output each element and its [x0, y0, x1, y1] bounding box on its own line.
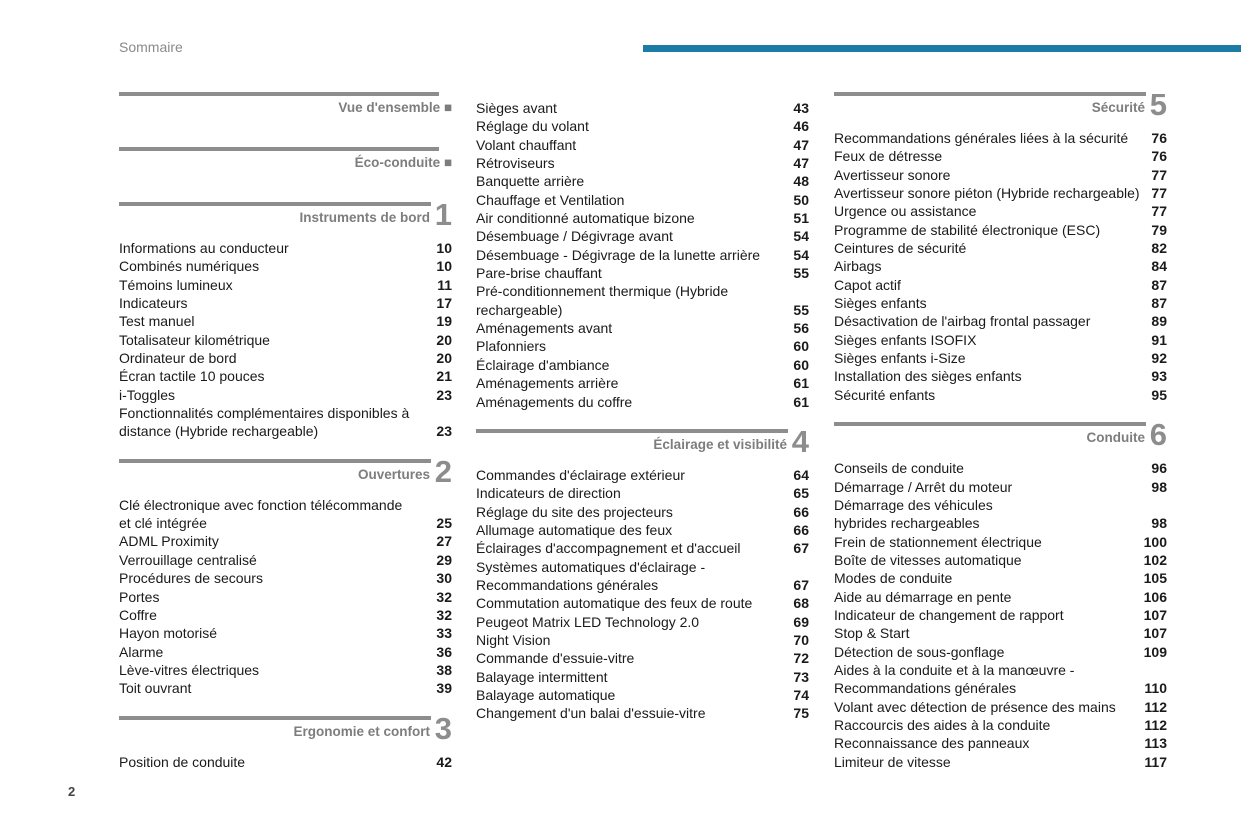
toc-entry-page: 102 — [1143, 551, 1167, 568]
toc-entry[interactable] — [834, 276, 1167, 294]
toc-entry-page: 38 — [436, 661, 452, 678]
toc-entry-page: 20 — [436, 331, 452, 348]
toc-entry-label: Portes — [119, 588, 160, 605]
toc-entry-label: Banquette arrière — [476, 173, 585, 190]
toc-entry[interactable] — [119, 312, 452, 330]
toc-entry-page: 112 — [1144, 716, 1167, 733]
toc-entry-page: 54 — [793, 228, 809, 245]
toc-entry[interactable] — [119, 532, 452, 550]
toc-entry[interactable] — [834, 661, 1167, 679]
toc-entry-page: 20 — [436, 350, 452, 367]
toc-entry-label: hybrides rechargeables — [834, 515, 980, 532]
toc-entry-page: 72 — [793, 650, 809, 667]
toc-entry-label: Ordinateur de bord — [119, 350, 237, 367]
toc-entry-label: Programme de stabilité électronique (ESC) — [834, 221, 1101, 238]
toc-entry[interactable] — [119, 422, 452, 440]
toc-entry-label: Clé électronique avec fonction télécommande — [119, 496, 403, 513]
toc-entry[interactable] — [834, 734, 1167, 752]
toc-entry[interactable] — [834, 257, 1167, 275]
toc-entry-label: Aménagements du coffre — [476, 393, 633, 410]
toc-entry-page: 42 — [436, 753, 452, 770]
section-title: Éco-conduite ■ — [354, 155, 452, 170]
toc-entry-page: 69 — [793, 613, 809, 630]
toc-entry-page: 96 — [1151, 460, 1167, 477]
toc-entry[interactable] — [476, 264, 809, 282]
toc-entry-label: Raccourcis des aides à la conduite — [834, 716, 1051, 733]
toc-entry[interactable] — [834, 533, 1167, 551]
toc-entry[interactable] — [834, 129, 1167, 147]
toc-entry-page: 47 — [793, 136, 809, 153]
toc-entry-label: Volant avec détection de présence des mains — [834, 698, 1116, 715]
toc-entry-page: 47 — [793, 155, 809, 172]
toc-entry-label: Limiteur de vitesse — [834, 753, 951, 770]
toc-entry-page: 75 — [793, 705, 809, 722]
section-title: Conduite — [1086, 430, 1145, 446]
toc-entry-page: 50 — [793, 191, 809, 208]
section-rule — [834, 422, 1146, 426]
toc-entry[interactable] — [119, 514, 452, 532]
toc-entry[interactable] — [834, 459, 1167, 477]
toc-entry-label: Changement d'un balai d'essuie-vitre — [476, 705, 706, 722]
toc-entry[interactable] — [834, 624, 1167, 642]
section-number: 3 — [434, 710, 452, 746]
toc-entry-page: 106 — [1143, 588, 1167, 605]
section-number: 4 — [791, 423, 809, 459]
toc-entry-label: Démarrage des véhicules — [834, 496, 993, 513]
section-title: Vue d'ensemble ■ — [338, 100, 452, 115]
toc-entry-page: 74 — [793, 686, 809, 703]
toc-entry[interactable] — [476, 631, 809, 649]
toc-entry[interactable] — [834, 698, 1167, 716]
toc-entry[interactable] — [119, 496, 452, 514]
section-header — [834, 417, 1167, 459]
toc-entry-label: Urgence ou assistance — [834, 203, 977, 220]
toc-entry-label: Recommandations générales — [476, 576, 659, 593]
toc-entry[interactable] — [476, 246, 809, 264]
toc-entry-label: Réglage du volant — [476, 118, 589, 135]
toc-entry-label: Air conditionné automatique bizone — [476, 210, 695, 227]
toc-entry-label: Fonctionnalités complémentaires disponibles à — [119, 405, 410, 422]
toc-entry[interactable] — [476, 99, 809, 117]
toc-entry-label: Sièges enfants i-Size — [834, 350, 966, 367]
toc-entry[interactable] — [834, 367, 1167, 385]
toc-entry-label: Indicateur de changement de rapport — [834, 606, 1064, 623]
toc-entry-page: 84 — [1151, 258, 1167, 275]
section-rule — [476, 429, 788, 433]
toc-entry-label: Verrouillage centralisé — [119, 551, 257, 568]
section-rule — [119, 147, 439, 151]
toc-entry-label: Indicateurs — [119, 295, 188, 312]
toc-entry-label: Capot actif — [834, 276, 901, 293]
toc-entry-label: Peugeot Matrix LED Technology 2.0 — [476, 613, 700, 630]
toc-entry-page: 67 — [793, 576, 809, 593]
section-gap — [834, 404, 1167, 422]
toc-entry-label: Sécurité enfants — [834, 386, 936, 403]
toc-entry[interactable] — [834, 753, 1167, 771]
toc-entry-label: Réglage du site des projecteurs — [476, 503, 673, 520]
header-accent-bar — [643, 45, 1241, 52]
toc-entry-page: 54 — [793, 246, 809, 263]
toc-entry-label: Détection de sous-gonflage — [834, 643, 1005, 660]
toc-entry[interactable] — [476, 594, 809, 612]
toc-entry[interactable] — [476, 172, 809, 190]
toc-entry-label: Ceintures de sécurité — [834, 240, 967, 257]
toc-entry-label: Lève-vitres électriques — [119, 661, 260, 678]
toc-entry[interactable] — [476, 356, 809, 374]
toc-entry[interactable] — [476, 576, 809, 594]
toc-entry[interactable] — [834, 679, 1167, 697]
toc-entry-label: Commutation automatique des feux de route — [476, 595, 753, 612]
toc-entry[interactable] — [476, 374, 809, 392]
section-gap — [119, 129, 452, 147]
section-title: Éclairage et visibilité — [653, 436, 787, 452]
toc-entry-label: Recommandations générales liées à la sécurité — [834, 130, 1129, 146]
toc-entry[interactable] — [119, 257, 452, 275]
section-header — [119, 710, 452, 753]
toc-entry[interactable] — [834, 716, 1167, 734]
toc-entry-label: Avertisseur sonore — [834, 166, 951, 183]
section-header — [119, 453, 452, 496]
toc-entry-page: 43 — [793, 100, 809, 116]
toc-entry[interactable] — [476, 466, 809, 484]
toc-entry-page: 10 — [436, 240, 452, 256]
toc-entry-page: 17 — [436, 295, 452, 312]
toc-column-2 — [476, 99, 809, 723]
toc-entry[interactable] — [834, 349, 1167, 367]
toc-entry-label: Totalisateur kilométrique — [119, 331, 270, 348]
toc-entry-page: 76 — [1151, 148, 1167, 165]
toc-entry[interactable] — [476, 227, 809, 245]
section-rule — [834, 92, 1146, 96]
toc-entry-label: Désembuage / Dégivrage avant — [476, 228, 673, 245]
toc-entry-label: rechargeable) — [476, 301, 563, 318]
toc-entry-label: Night Vision — [476, 631, 551, 648]
section-title: Instruments de bord — [299, 210, 430, 225]
toc-entry[interactable] — [476, 503, 809, 521]
toc-entry[interactable] — [119, 606, 452, 624]
toc-column-1 — [119, 92, 452, 771]
toc-entry-label: Témoins lumineux — [119, 276, 233, 293]
section-title: Sécurité — [1091, 100, 1145, 115]
toc-entry-label: Balayage intermittent — [476, 668, 608, 685]
toc-entry[interactable] — [476, 154, 809, 172]
toc-entry-page: 100 — [1143, 533, 1167, 550]
toc-entry[interactable] — [834, 643, 1167, 661]
toc-entry[interactable] — [476, 191, 809, 209]
toc-entry-page: 66 — [793, 503, 809, 520]
toc-entry-label: Désembuage - Dégivrage de la lunette arrière — [476, 246, 761, 263]
toc-entry-page: 64 — [793, 466, 809, 483]
toc-entry-label: Recommandations générales — [834, 680, 1017, 697]
toc-entry-label: Stop & Start — [834, 625, 910, 642]
page-number: 2 — [68, 784, 76, 799]
toc-entry-page: 23 — [436, 386, 452, 403]
toc-entry[interactable] — [834, 294, 1167, 312]
toc-entry-label: Chauffage et Ventilation — [476, 191, 625, 208]
toc-entry-page: 60 — [793, 356, 809, 373]
toc-entry-label: Éclairage d'ambiance — [476, 356, 610, 373]
toc-entry-label: Sièges enfants ISOFIX — [834, 331, 977, 348]
section-gap — [119, 184, 452, 202]
toc-entry-page: 68 — [793, 595, 809, 612]
toc-entry-page: 29 — [436, 551, 452, 568]
toc-entry[interactable] — [834, 312, 1167, 330]
toc-entry-page: 89 — [1151, 313, 1167, 330]
toc-entry-label: Commandes d'éclairage extérieur — [476, 466, 685, 483]
toc-entry[interactable] — [119, 661, 452, 679]
toc-entry[interactable] — [119, 404, 452, 422]
toc-entry[interactable] — [476, 393, 809, 411]
toc-entry-page: 110 — [1144, 680, 1167, 697]
toc-entry[interactable] — [119, 679, 452, 697]
toc-entry-label: Procédures de secours — [119, 570, 263, 587]
toc-entry[interactable] — [834, 569, 1167, 587]
toc-entry-page: 36 — [436, 643, 452, 660]
toc-entry[interactable] — [834, 221, 1167, 239]
toc-entry-label: Alarme — [119, 643, 164, 660]
toc-entry[interactable] — [476, 521, 809, 539]
toc-entry[interactable] — [834, 239, 1167, 257]
toc-entry[interactable] — [476, 558, 809, 576]
toc-entry[interactable] — [476, 613, 809, 631]
toc-entry-label: Reconnaissance des panneaux — [834, 735, 1030, 752]
toc-entry-label: Frein de stationnement électrique — [834, 533, 1042, 550]
toc-entry-page: 98 — [1151, 478, 1167, 495]
toc-entry-label: distance (Hybride rechargeable) — [119, 423, 319, 440]
toc-entry-label: Aménagements arrière — [476, 375, 619, 392]
toc-entry[interactable] — [119, 753, 452, 771]
toc-entry-label: Toit ouvrant — [119, 680, 192, 697]
toc-entry[interactable] — [834, 147, 1167, 165]
toc-entry[interactable] — [476, 117, 809, 135]
toc-entry-page: 107 — [1143, 606, 1167, 623]
toc-entry[interactable] — [119, 331, 452, 349]
toc-entry-page: 39 — [436, 680, 452, 697]
toc-entry-label: Écran tactile 10 pouces — [119, 368, 265, 385]
toc-entry[interactable] — [476, 282, 809, 300]
toc-entry-page: 87 — [1151, 276, 1167, 293]
toc-entry-page: 61 — [793, 375, 809, 392]
toc-entry-page: 30 — [436, 570, 452, 587]
toc-entry[interactable] — [119, 386, 452, 404]
section-gap — [476, 411, 809, 429]
toc-entry[interactable] — [119, 276, 452, 294]
toc-entry-page: 117 — [1144, 753, 1167, 770]
toc-entry-page: 56 — [793, 320, 809, 337]
section-rule — [119, 716, 431, 720]
toc-entry-page: 46 — [793, 118, 809, 135]
toc-entry-label: et clé intégrée — [119, 515, 207, 532]
toc-entry-label: Démarrage / Arrêt du moteur — [834, 478, 1013, 495]
section-gap — [119, 441, 452, 459]
toc-entry-page: 60 — [793, 338, 809, 355]
toc-entry-label: Rétroviseurs — [476, 155, 555, 172]
toc-entry[interactable] — [834, 514, 1167, 532]
toc-entry-page: 77 — [1151, 166, 1167, 183]
toc-entry-label: Aménagements avant — [476, 320, 613, 337]
toc-entry-label: Désactivation de l'airbag frontal passager — [834, 313, 1091, 330]
toc-entry-page: 33 — [436, 625, 452, 642]
toc-entry-page: 79 — [1151, 221, 1167, 238]
toc-entry-page: 92 — [1151, 350, 1167, 367]
toc-entry[interactable] — [119, 624, 452, 642]
section-number: 5 — [1149, 87, 1167, 122]
toc-entry-label: Boîte de vitesses automatique — [834, 551, 1022, 568]
toc-entry-page: 107 — [1143, 625, 1167, 642]
toc-entry-label: Volant chauffant — [476, 136, 577, 153]
toc-entry-label: i-Toggles — [119, 386, 176, 403]
toc-column-3 — [834, 87, 1167, 771]
toc-entry[interactable] — [834, 184, 1167, 202]
toc-entry-page: 66 — [793, 521, 809, 538]
toc-entry-label: Éclairages d'accompagnement et d'accueil — [476, 540, 741, 557]
toc-entry[interactable] — [834, 478, 1167, 496]
toc-entry[interactable] — [834, 386, 1167, 404]
section-number: 6 — [1149, 417, 1167, 453]
toc-entry[interactable] — [834, 202, 1167, 220]
toc-entry-label: Sièges avant — [476, 100, 557, 116]
toc-entry[interactable] — [119, 551, 452, 569]
toc-entry-page: 67 — [793, 540, 809, 557]
toc-entry-label: Informations au conducteur — [119, 240, 289, 256]
toc-entry[interactable] — [119, 367, 452, 385]
section-rule — [119, 202, 431, 206]
toc-entry-label: Commande d'essuie-vitre — [476, 650, 635, 667]
section-rule — [119, 459, 431, 463]
toc-entry-page: 48 — [793, 173, 809, 190]
toc-entry-page: 77 — [1151, 203, 1167, 220]
toc-entry-page: 76 — [1151, 130, 1167, 146]
toc-entry-label: Combinés numériques — [119, 258, 260, 275]
toc-entry[interactable] — [119, 643, 452, 661]
toc-entry[interactable] — [476, 301, 809, 319]
toc-entry-label: Sièges enfants — [834, 295, 927, 312]
toc-entry[interactable] — [476, 686, 809, 704]
toc-entry-page: 77 — [1151, 185, 1167, 202]
toc-entry[interactable] — [119, 349, 452, 367]
toc-entry[interactable] — [834, 166, 1167, 184]
toc-entry[interactable] — [476, 704, 809, 722]
toc-entry-page: 95 — [1151, 386, 1167, 403]
toc-entry-label: Hayon motorisé — [119, 625, 218, 642]
toc-entry-page: 113 — [1144, 735, 1167, 752]
toc-entry[interactable] — [476, 319, 809, 337]
toc-entry-page: 112 — [1144, 698, 1167, 715]
toc-entry-page: 27 — [436, 533, 452, 550]
toc-entry[interactable] — [119, 588, 452, 606]
section-gap — [119, 698, 452, 716]
section-number: 1 — [434, 197, 452, 232]
toc-entry-label: Airbags — [834, 258, 882, 275]
toc-entry[interactable] — [834, 551, 1167, 569]
toc-entry-page: 105 — [1143, 570, 1167, 587]
toc-entry[interactable] — [834, 588, 1167, 606]
toc-entry[interactable] — [476, 484, 809, 502]
toc-entry-page: 25 — [436, 515, 452, 532]
toc-entry-label: Aide au démarrage en pente — [834, 588, 1012, 605]
toc-entry[interactable] — [834, 496, 1167, 514]
toc-entry-label: Conseils de conduite — [834, 460, 964, 477]
toc-entry-page: 55 — [793, 265, 809, 282]
toc-entry-page: 93 — [1151, 368, 1167, 385]
toc-entry-label: Pare-brise chauffant — [476, 265, 602, 282]
section-header — [476, 423, 809, 466]
section-header — [119, 147, 452, 184]
toc-entry-label: Coffre — [119, 606, 157, 623]
toc-entry-label: Aides à la conduite et à la manœuvre - — [834, 661, 1075, 678]
toc-entry-page: 10 — [436, 258, 452, 275]
toc-entry-label: Pré-conditionnement thermique (Hybride — [476, 283, 729, 300]
toc-entry-page: 70 — [793, 631, 809, 648]
toc-entry[interactable] — [119, 294, 452, 312]
toc-entry-page: 23 — [436, 423, 452, 440]
section-header — [119, 197, 452, 239]
toc-entry-label: Modes de conduite — [834, 570, 953, 587]
toc-entry-page: 91 — [1151, 331, 1167, 348]
toc-entry-page: 51 — [793, 210, 809, 227]
toc-entry-label: Indicateurs de direction — [476, 485, 621, 502]
toc-entry-label: Plafonniers — [476, 338, 547, 355]
toc-entry-label: Position de conduite — [119, 753, 246, 770]
toc-entry-label: Allumage automatique des feux — [476, 521, 673, 538]
section-header — [119, 92, 452, 129]
toc-entry[interactable] — [476, 539, 809, 557]
toc-entry-label: Feux de détresse — [834, 148, 943, 165]
toc-entry-page: 11 — [437, 276, 452, 293]
section-number: 2 — [434, 453, 452, 489]
section-title: Ouvertures — [357, 466, 430, 482]
toc-entry[interactable] — [834, 606, 1167, 624]
toc-entry-label: Balayage automatique — [476, 686, 616, 703]
toc-entry-label: Systèmes automatiques d'éclairage - — [476, 558, 706, 575]
toc-entry-page: 55 — [793, 301, 809, 318]
toc-entry-page: 98 — [1151, 515, 1167, 532]
toc-entry-page: 65 — [793, 485, 809, 502]
section-rule — [119, 92, 439, 96]
toc-entry[interactable] — [476, 649, 809, 667]
toc-entry[interactable] — [476, 136, 809, 154]
toc-entry-page: 82 — [1151, 240, 1167, 257]
toc-entry-page: 21 — [436, 368, 452, 385]
toc-entry[interactable] — [476, 209, 809, 227]
toc-entry[interactable] — [119, 569, 452, 587]
toc-entry[interactable] — [476, 668, 809, 686]
page-title: Sommaire — [119, 39, 183, 55]
toc-entry-label: Test manuel — [119, 313, 195, 330]
toc-entry-label: Avertisseur sonore piéton (Hybride rechargeable) — [834, 185, 1140, 202]
toc-entry-page: 109 — [1143, 643, 1167, 660]
toc-entry-page: 32 — [436, 588, 452, 605]
toc-entry-page: 19 — [436, 313, 452, 330]
toc-entry-page: 87 — [1151, 295, 1167, 312]
toc-entry-page: 61 — [793, 393, 809, 410]
toc-entry[interactable] — [119, 239, 452, 257]
section-header — [834, 87, 1167, 129]
toc-entry[interactable] — [476, 337, 809, 355]
section-title: Ergonomie et confort — [293, 723, 430, 739]
toc-entry-page: 32 — [436, 606, 452, 623]
toc-entry-label: ADML Proximity — [119, 533, 219, 550]
toc-entry[interactable] — [834, 331, 1167, 349]
toc-entry-page: 73 — [793, 668, 809, 685]
toc-entry-label: Installation des sièges enfants — [834, 368, 1022, 385]
